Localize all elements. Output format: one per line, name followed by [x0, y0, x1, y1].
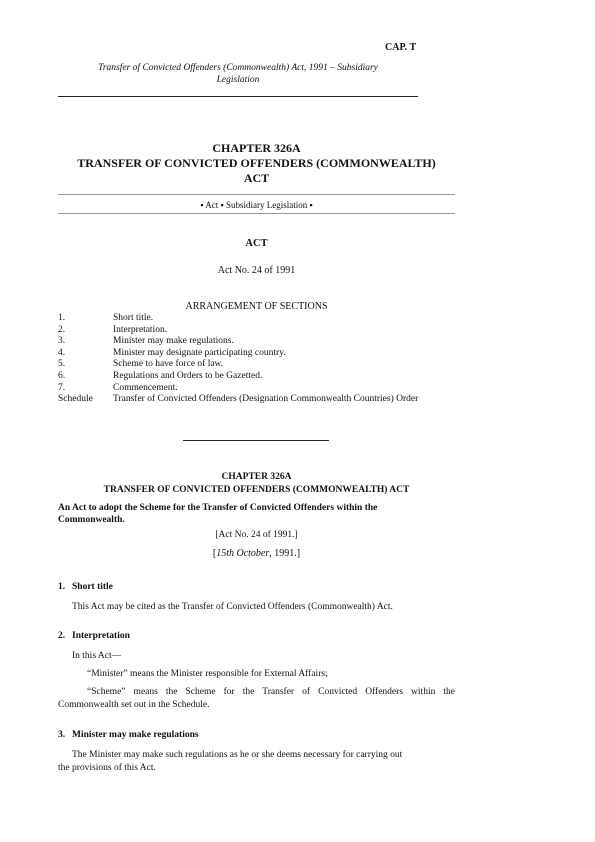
section-heading [58, 582, 113, 592]
running-header-line1: Transfer of Convicted Offenders (Commonwealth) Act, 1991 – Subsidiary [98, 63, 378, 73]
date-open: [ [212, 548, 217, 559]
chapter-heading [58, 141, 455, 186]
chapter-number: CHAPTER 326A [212, 141, 301, 155]
date-year: , 1991.] [269, 548, 301, 559]
body-chapter-number: CHAPTER 326A [221, 472, 292, 482]
cap-number: CAP. T [385, 42, 417, 53]
running-header [58, 62, 418, 86]
act-number: Act No. 24 of 1991 [217, 265, 296, 276]
list-item[interactable] [58, 383, 455, 395]
section-number: 6. [58, 370, 66, 381]
section-link[interactable]: Interpretation. [113, 324, 168, 335]
chapter-title-line2: ACT [243, 171, 270, 185]
nav-links[interactable]: ▪ Act ▪ Subsidiary Legislation ▪ [200, 200, 313, 210]
section-link[interactable]: Short title. [113, 313, 154, 323]
list-item[interactable] [58, 325, 455, 337]
running-header-line2: Legislation [216, 75, 260, 85]
nav-divider-top [58, 194, 455, 195]
definition-minister: “Minister” means the Minister responsible for External Affairs; [87, 669, 328, 679]
section-number: 3. [58, 336, 66, 347]
chapter-title-line1: TRANSFER OF CONVICTED OFFENDERS (COMMONWEALTH) [77, 156, 436, 170]
section-text-line2: the provisions of this Act. [58, 763, 156, 773]
header-divider [58, 96, 418, 97]
commencement-date [58, 548, 455, 559]
date-day: 15th October [216, 548, 270, 559]
section-divider [183, 440, 329, 441]
section-link[interactable]: Commencement. [113, 382, 178, 393]
act-reference: [Act No. 24 of 1991.] [215, 530, 298, 540]
section-heading-title: Short title [72, 582, 113, 592]
section-heading-number: 1. [58, 582, 66, 592]
body-chapter-heading [58, 471, 455, 497]
section-link[interactable]: Minister may make regulations. [113, 336, 234, 347]
section-text: This Act may be cited as the Transfer of Convicted Offenders (Commonwealth) Act. [72, 602, 393, 612]
section-text-line1: The Minister may make such regulations as he or she deems necessary for carrying out [72, 750, 403, 760]
section-number: 4. [58, 347, 66, 358]
section-number: 5. [58, 359, 66, 370]
act-heading: ACT [245, 238, 268, 249]
section-heading-title: Interpretation [72, 631, 130, 641]
list-item[interactable] [58, 313, 455, 325]
list-item[interactable] [58, 336, 455, 348]
list-item[interactable] [58, 394, 455, 406]
section-link[interactable]: Minister may designate participating country. [113, 347, 286, 358]
long-title-line1: An Act to adopt the Scheme for the Transfer of Convicted Offenders within the [58, 503, 378, 513]
arrangement-list [58, 313, 455, 406]
section-link[interactable]: Scheme to have force of law. [113, 359, 224, 370]
section-number: 1. [58, 313, 66, 323]
section-heading [58, 730, 199, 740]
section-heading-number: 2. [58, 631, 66, 641]
body-chapter-title: TRANSFER OF CONVICTED OFFENDERS (COMMONWEALTH) ACT [103, 485, 410, 495]
section-heading-number: 3. [58, 730, 66, 740]
list-item[interactable] [58, 348, 455, 360]
arrangement-heading: ARRANGEMENT OF SECTIONS [185, 301, 328, 312]
nav-divider-bottom [58, 213, 455, 214]
long-title [58, 502, 455, 526]
definition-scheme-line2: Commonwealth set out in the Schedule. [58, 700, 210, 710]
section-intro: In this Act— [72, 651, 122, 661]
section-number: 7. [58, 382, 66, 393]
definition-scheme-line1: “Scheme” means the Scheme for the Transfer of Convicted Offenders within the [87, 687, 455, 697]
section-number: Schedule [58, 394, 93, 405]
section-link[interactable]: Transfer of Convicted Offenders (Designation Commonwealth Countries) Order [113, 394, 419, 405]
long-title-line2: Commonwealth. [58, 515, 125, 525]
section-number: 2. [58, 324, 66, 335]
list-item[interactable] [58, 371, 455, 383]
section-heading-title: Minister may make regulations [72, 730, 199, 740]
list-item[interactable] [58, 359, 455, 371]
section-heading [58, 631, 130, 641]
section-link[interactable]: Regulations and Orders to be Gazetted. [113, 370, 263, 381]
